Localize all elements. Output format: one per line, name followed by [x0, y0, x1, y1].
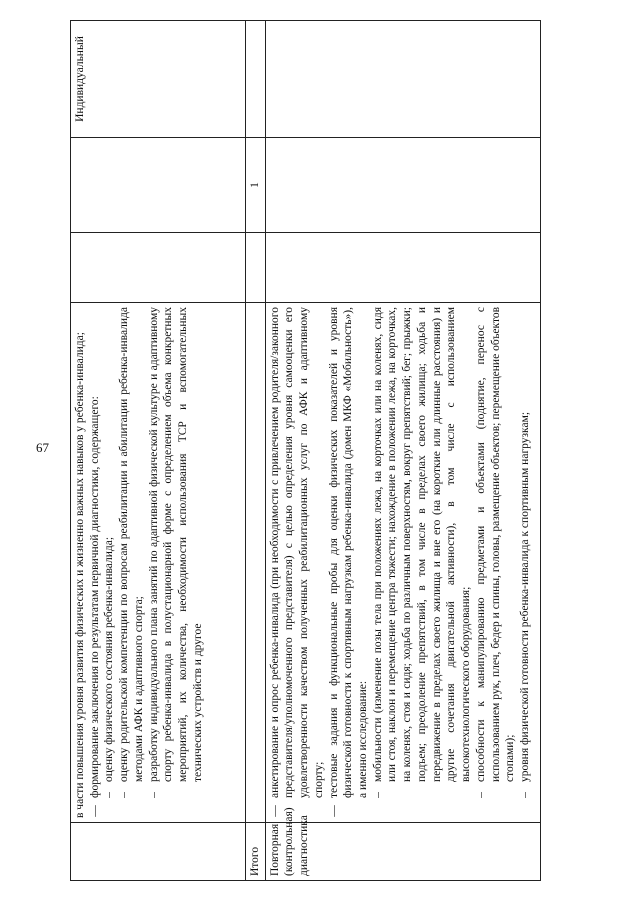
bullet-mark: —	[327, 805, 340, 817]
bullet-item	[474, 307, 518, 818]
bullet-text: тестовые задания и функциональные пробы для оценки физических показателей и уровня физической готовности к спортивным нагрузкам ребенка-инвалида (домен МКФ «Мобильность»), а именно исследование:	[327, 307, 370, 798]
bullet-item	[102, 307, 117, 818]
bullet-text: оценку физического состояния ребенка-инвалида;	[103, 536, 116, 782]
repeat-description-cell	[265, 303, 540, 823]
repeat-empty-3	[265, 21, 540, 138]
empty-cell	[71, 233, 246, 303]
table-row-total	[246, 21, 266, 881]
bullet-text: формирование заключения по результатам первичной диагностики, содержащего:	[88, 396, 101, 798]
repeat-label: Повторная (контрольная) диагностика	[265, 823, 540, 881]
bullet-item	[268, 307, 327, 818]
intro-text: в части повышения уровня развития физических и жизненно важных навыков у ребенка-инвалида;	[74, 332, 86, 818]
bullet-mark: –	[103, 792, 116, 798]
row-label-cell	[71, 823, 246, 881]
services-table	[70, 20, 541, 881]
bullet-list	[268, 307, 533, 818]
total-empty	[246, 303, 266, 823]
bullet-item	[371, 307, 474, 818]
bullet-mark: –	[371, 792, 384, 798]
bullet-mark: –	[118, 792, 131, 798]
repeat-empty	[265, 233, 540, 303]
bullet-text: анкетирование и опрос ребенка-инвалида (при необходимости с привлечением родителя/законного представителя/уполномоченного представителя) с целью определения уровня самооценки его удовлетворенности качеством полученных реабилитационных услуг по АФК и адаптивному спорту;	[268, 307, 325, 798]
quantity-cell	[71, 138, 246, 233]
bullet-mark: —	[88, 805, 101, 817]
bullet-text: оценку родительской компетенции по вопросам реабилитации и абилитации ребенка-инвалида методами АФК и адаптивного спорта;	[118, 307, 145, 782]
bullet-mark: –	[518, 792, 531, 798]
bullet-item	[117, 307, 146, 818]
bullet-text: способности к манипулированию предметами и объектами (поднятие, перенос с использованием рук, плеч, бедер и спины, головы, размещение объектов; перемещение объектов стопами);	[474, 307, 517, 782]
bullet-item	[88, 307, 103, 818]
rotated-table-frame	[70, 21, 640, 881]
total-empty-3	[246, 21, 266, 138]
total-label: Итого	[246, 823, 266, 881]
bullet-mark: –	[474, 792, 487, 798]
total-quantity: 1	[246, 138, 266, 233]
bullet-text: разработку индивидуального плана занятий по адаптивной физической культуре и адаптивному спорту ребенка-инвалида в полустационарной форме с определением объема конкретных мероприятий, их количества, необходимости использования ТСР и вспомогательных технических устройств и другое	[147, 307, 204, 782]
page-number: 67	[36, 440, 49, 455]
bullet-text: уровня физической готовности ребенка-инвалида к спортивным нагрузкам;	[518, 411, 531, 782]
bullet-item	[518, 307, 533, 818]
form-cell: Индивидуальный	[71, 21, 246, 138]
bullet-mark: –	[147, 792, 160, 798]
repeat-empty-2	[265, 138, 540, 233]
bullet-list	[88, 307, 206, 818]
description-cell	[71, 303, 246, 823]
bullet-item	[327, 307, 371, 818]
bullet-item	[147, 307, 206, 818]
table-row-primary	[71, 21, 246, 881]
bullet-mark: —	[268, 805, 281, 817]
total-empty-2	[246, 233, 266, 303]
table-row-repeat	[265, 21, 540, 881]
bullet-text: мобильности (изменение позы тела при положениях лежа, на корточках или на коленях, сидя или стоя, наклон и перемещение центра тяжести; нахождение в положении лежа, на корточках, на коленях, стоя и сидя; ходьба по различным поверхностям, вокруг препятствий; бег; прыжки; подъем; преодоление препятствий, в том числе в пределах своего жилища; ходьба и передвижение в пределах своего жилища и вне его (на короткие или длинные расстояния) и другие сочетания двигательной активности), в том числе с использованием высокотехнологического оборудования;	[371, 307, 473, 782]
